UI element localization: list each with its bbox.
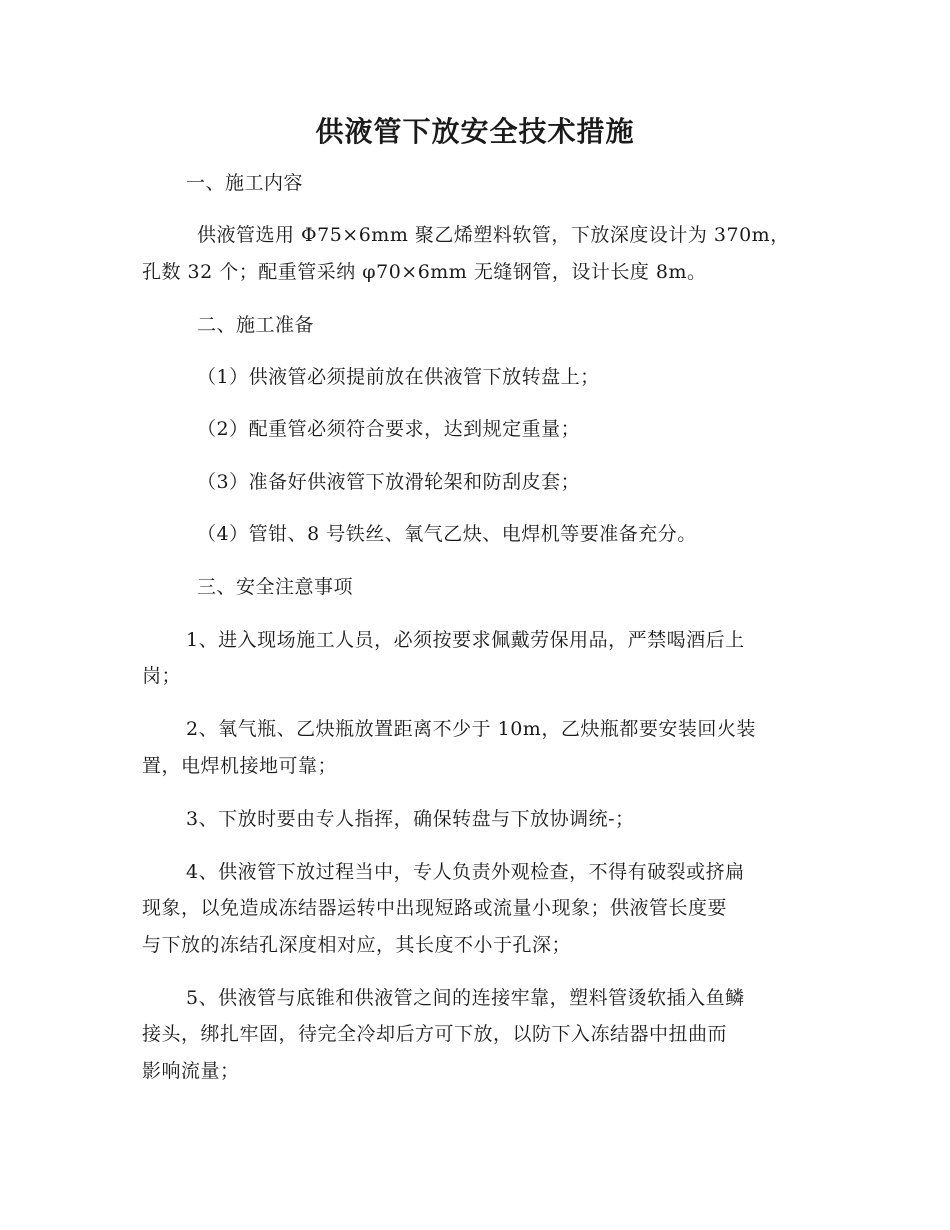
prep-item-4: （4）管钳、8 号铁丝、氧气乙炔、电焊机等要准备充分。 [197,523,697,545]
safety-item-2-line-1: 2、氧气瓶、乙炔瓶放置距离不少于 10m，乙炔瓶都要安装回火装 [186,718,756,740]
safety-item-5-line-1: 5、供液管与底锥和供液管之间的连接牢靠，塑料管烫软插入鱼鳞 [186,987,745,1009]
prep-item-1: （1）供液管必须提前放在供液管下放转盘上； [197,366,600,388]
section-heading-construction-prep: 二、施工准备 [197,314,315,336]
document-title: 供液管下放安全技术措施 [315,115,635,148]
safety-item-4-line-1: 4、供液管下放过程当中，专人负责外观检查，不得有破裂或挤扁 [186,861,745,883]
safety-item-5-line-3: 影响流量； [142,1060,240,1082]
safety-item-2-line-2: 置，电焊机接地可靠； [142,755,338,777]
safety-item-5-line-2: 接头，绑扎牢固，待完全冷却后方可下放，以防下入冻结器中扭曲而 [142,1023,728,1045]
prep-item-2: （2）配重管必须符合要求，达到规定重量； [197,418,581,440]
section-heading-construction-content: 一、施工内容 [186,172,304,194]
prep-item-3: （3）准备好供液管下放滑轮架和防刮皮套； [197,471,581,493]
safety-item-1-line-1: 1、进入现场施工人员，必须按要求佩戴劳保用品，严禁喝酒后上 [186,629,745,651]
section-heading-safety: 三、安全注意事项 [197,576,354,598]
safety-item-3-line-1: 3、下放时要由专人指挥，确保转盘与下放协调统-； [186,808,635,830]
safety-item-4-line-3: 与下放的冻结孔深度相对应，其长度不小于孔深； [142,934,572,956]
safety-item-4-line-2: 现象，以免造成冻结器运转中出现短路或流量小现象；供液管长度要 [142,897,728,919]
safety-item-1-line-2: 岗； [142,665,182,687]
paragraph-line: 供液管选用 Φ75×6mm 聚乙烯塑料软管，下放深度设计为 370m， [197,224,790,246]
paragraph-line: 孔数 32 个；配重管采纳 φ70×6mm 无缝钢管，设计长度 8m。 [142,261,707,283]
